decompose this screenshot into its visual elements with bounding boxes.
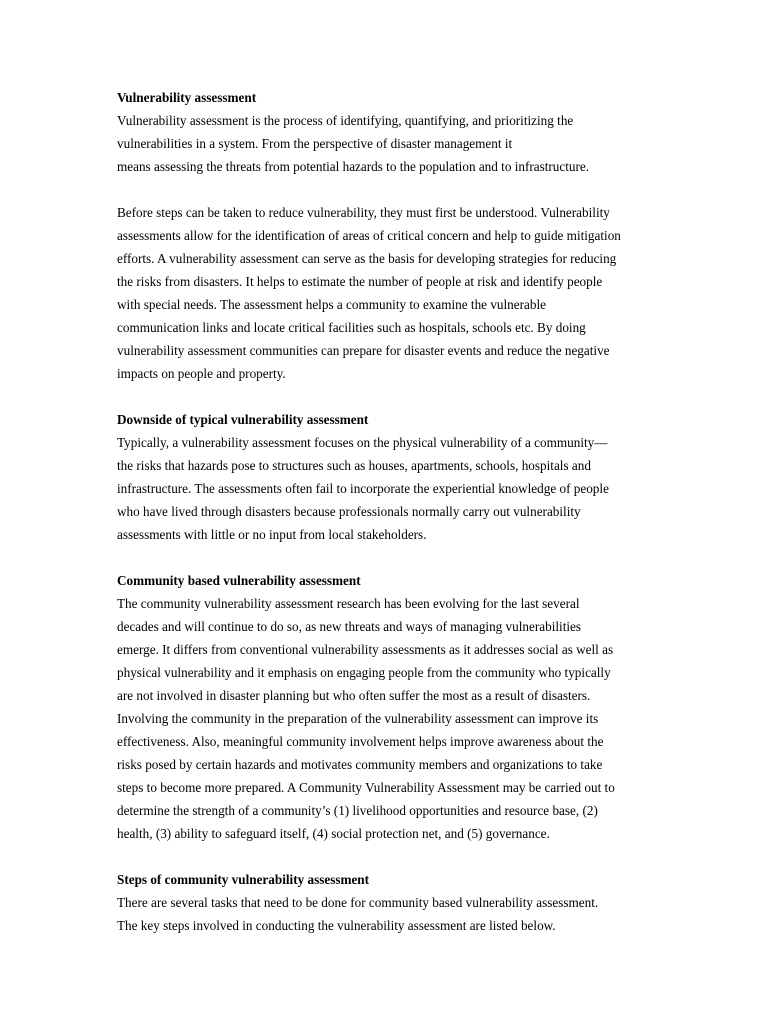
text-line: There are several tasks that need to be done for community based vulnerability assessment. — [117, 895, 599, 910]
text-line: the risks from disasters. It helps to estimate the number of people at risk and identify people — [117, 274, 603, 289]
section-spacer — [117, 845, 669, 868]
text-line: physical vulnerability and it emphasis on engaging people from the community who typically — [117, 665, 611, 680]
document-body — [117, 86, 669, 937]
text-line: The key steps involved in conducting the vulnerability assessment are listed below. — [117, 918, 556, 933]
text-line: means assessing the threats from potential hazards to the population and to infrastructure. — [117, 159, 590, 174]
text-line: vulnerabilities in a system. From the perspective of disaster management it — [117, 136, 513, 151]
text-line: risks posed by certain hazards and motivates community members and organizations to take — [117, 757, 603, 772]
section-heading: Vulnerability assessment — [117, 90, 257, 105]
text-line: steps to become more prepared. A Community Vulnerability Assessment may be carried out to — [117, 780, 615, 795]
text-line: who have lived through disasters because professionals normally carry out vulnerability — [117, 504, 581, 519]
text-line: Typically, a vulnerability assessment focuses on the physical vulnerability of a community— — [117, 435, 608, 450]
text-line: with special needs. The assessment helps a community to examine the vulnerable — [117, 297, 546, 312]
paragraph — [117, 891, 669, 937]
section-spacer — [117, 385, 669, 408]
text-line: infrastructure. The assessments often fail to incorporate the experiential knowledge of people — [117, 481, 609, 496]
text-line: the risks that hazards pose to structures such as houses, apartments, schools, hospitals and — [117, 458, 591, 473]
text-line: health, (3) ability to safeguard itself, (4) social protection net, and (5) governance. — [117, 826, 550, 841]
section-heading: Steps of community vulnerability assessment — [117, 872, 370, 887]
text-line: decades and will continue to do so, as new threats and ways of managing vulnerabilities — [117, 619, 582, 634]
text-line: assessments allow for the identification of areas of critical concern and help to guide mitigation — [117, 228, 621, 243]
text-line: are not involved in disaster planning but who often suffer the most as a result of disasters. — [117, 688, 591, 703]
section-spacer — [117, 546, 669, 569]
section-heading: Community based vulnerability assessment — [117, 573, 361, 588]
text-line: effectiveness. Also, meaningful community involvement helps improve awareness about the — [117, 734, 604, 749]
text-line: emerge. It differs from conventional vulnerability assessments as it addresses social as well as — [117, 642, 614, 657]
paragraph — [117, 431, 669, 546]
text-line: Vulnerability assessment is the process of identifying, quantifying, and prioritizing the — [117, 113, 574, 128]
paragraph — [117, 201, 669, 385]
text-line: impacts on people and property. — [117, 366, 286, 381]
text-line: vulnerability assessment communities can prepare for disaster events and reduce the negative — [117, 343, 610, 358]
paragraph-spacer — [117, 178, 669, 201]
text-line: efforts. A vulnerability assessment can serve as the basis for developing strategies for reducing — [117, 251, 617, 266]
text-line: The community vulnerability assessment research has been evolving for the last several — [117, 596, 580, 611]
paragraph — [117, 592, 669, 845]
text-line: Before steps can be taken to reduce vulnerability, they must first be understood. Vulnerability — [117, 205, 610, 220]
text-line: communication links and locate critical facilities such as hospitals, schools etc. By doing — [117, 320, 586, 335]
paragraph — [117, 109, 669, 178]
section-heading: Downside of typical vulnerability assessment — [117, 412, 369, 427]
text-line: determine the strength of a community’s (1) livelihood opportunities and resource base, (2) — [117, 803, 598, 818]
text-line: Involving the community in the preparation of the vulnerability assessment can improve its — [117, 711, 599, 726]
text-line: assessments with little or no input from local stakeholders. — [117, 527, 427, 542]
